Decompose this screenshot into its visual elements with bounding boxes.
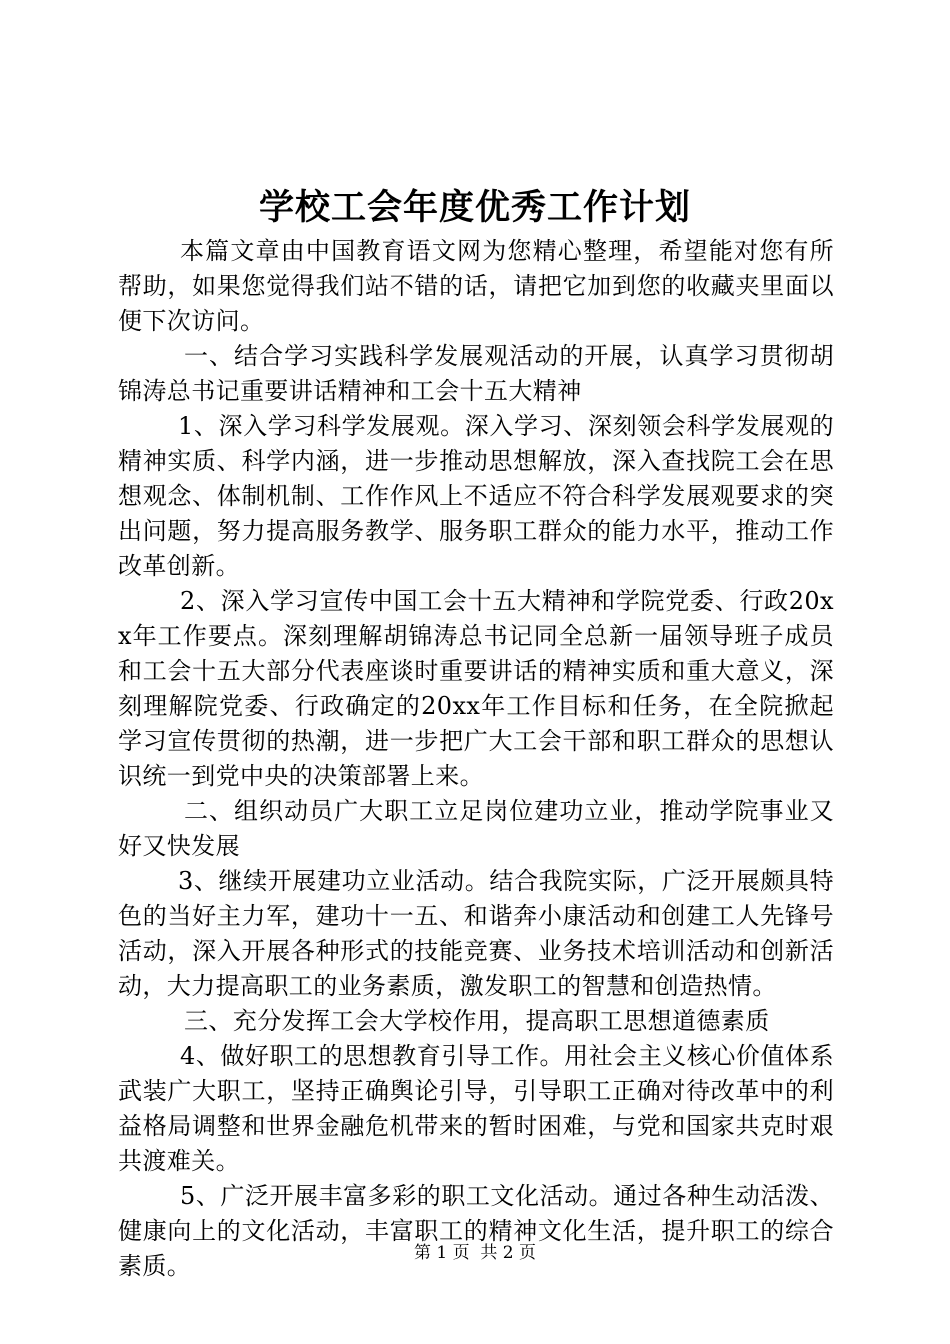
body-paragraph-item-4: 4、做好职工的思想教育引导工作。用社会主义核心价值体系武装广大职工，坚持正确舆论引导，引导职工正确对待改革中的利益格局调整和世界金融危机带来的暂时困难，与党和国家共克时艰共渡难关。 — [118, 1042, 834, 1175]
body-paragraph-item-5: 5、广泛开展丰富多彩的职工文化活动。通过各种生动活泼、健康向上的文化活动，丰富职工的精神文化生活，提升职工的综合素质。 — [118, 1182, 834, 1280]
body-paragraph-item-2: 2、深入学习宣传中国工会十五大精神和学院党委、行政20xx年工作要点。深刻理解胡锦涛总书记同全总新一届领导班子成员和工会十五大部分代表座谈时重要讲话的精神实质和重大意义，深刻理解院党委、行政确定的20xx年工作目标和任务，在全院掀起学习宣传贯彻的热潮，进一步把广大工会干部和职工群众的思想认识统一到党中央的决策部署上来。 — [118, 587, 834, 790]
body-paragraph-item-3: 3、继续开展建功立业活动。结合我院实际，广泛开展颇具特色的当好主力军，建功十一五、和谐奔小康活动和创建工人先锋号活动，深入开展各种形式的技能竞赛、业务技术培训活动和创新活动，大力提高职工的业务素质，激发职工的智慧和创造热情。 — [118, 867, 834, 1000]
intro-paragraph: 本篇文章由中国教育语文网为您精心整理，希望能对您有所帮助，如果您觉得我们站不错的话，请把它加到您的收藏夹里面以便下次访问。 — [118, 237, 834, 335]
page-number-footer: 第 1 页 共 2 页 — [413, 1243, 537, 1263]
body-paragraph-item-1: 1、深入学习科学发展观。深入学习、深刻领会科学发展观的精神实质、科学内涵，进一步推动思想解放，深入查找院工会在思想观念、体制机制、工作作风上不适应不符合科学发展观要求的突出问题，努力提高服务教学、服务职工群众的能力水平，推动工作改革创新。 — [118, 412, 834, 580]
page-title: 学校工会年度优秀工作计划 — [258, 187, 691, 228]
section-heading-2: 二、组织动员广大职工立足岗位建功立业，推动学院事业又好又快发展 — [118, 797, 834, 860]
document-body — [118, 234, 834, 1284]
section-heading-3: 三、充分发挥工会大学校作用，提高职工思想道德素质 — [184, 1007, 770, 1035]
section-heading-1: 一、结合学习实践科学发展观活动的开展，认真学习贯彻胡锦涛总书记重要讲话精神和工会十五大精神 — [118, 342, 834, 405]
